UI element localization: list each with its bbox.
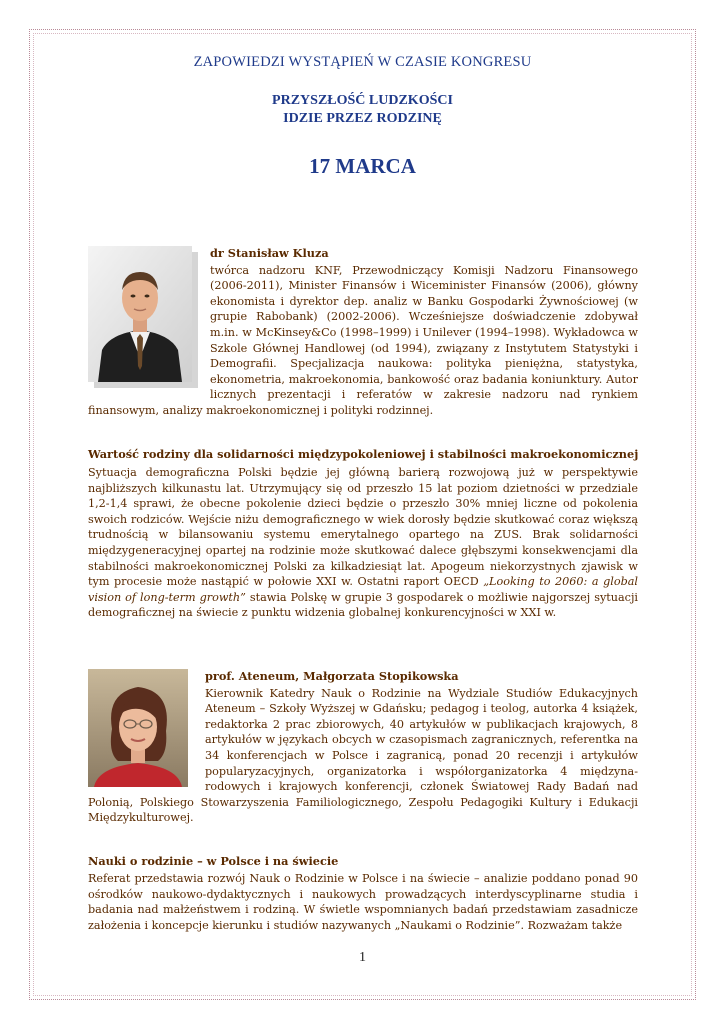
page-title: [0, 92, 725, 128]
talk-abstract-1: [88, 465, 638, 621]
title-line-2: IDZIE PRZEZ RODZINĘ: [283, 111, 442, 126]
title-line-1: PRZYSZŁOŚĆ LUDZKOŚCI: [272, 93, 453, 108]
talk-abstract-1-part-b: stawia Polskę w grupie 3 gospodarek o możliwie najgorszej sytuacji demograficznej na świecie z punktu widzenia globalnej konkurencyjności w XXI w.: [88, 590, 638, 620]
talk-abstract-2: Referat przedstawia rozwój Nauk o Rodzinie w Polsce i na świecie – analizie poddano ponad 90 ośrodków naukowo-dydaktycznych i naukowych prowadzących interdyscyplinarne studia i badania nad małżeństwem i rodziną. W świetle wspomnianych badań przedstawiam zasadnicze założenia i koncepcje kierunku i studiów nazywanych „Naukami o Rodzinie”. Rozważam także: [88, 872, 638, 932]
page-number: 1: [359, 950, 366, 965]
speaker-name-2: prof. Ateneum, Małgorzata Stopikowska: [205, 669, 459, 683]
header-kicker: ZAPOWIEDZI WYSTĄPIEŃ W CZASIE KONGRESU: [193, 54, 532, 70]
speaker-bio-text-1: twórca nadzoru KNF, Przewodniczący Komisji Nadzoru Finansowego (2006-2011), Minister Finansów i Wiceminister Finansów (2006), główny ekonomista i dyrektor dep. analiz w Banku Gospodarki Żywnościowej (w grupie Rabobank) (2002-2006). Wcześniejsze doświadczenie zdobywał m.in. w McKinsey&Co (1998–1999) i Unilever (1994–1998). Wykładowca w Szkole Głównej Handlowej (od 1994), związany z Instytutem Statystyki i Demografii. Specjalizacja naukowa: polityka pieniężna, statystyka, ekonometria, makroekonomia, bankowość oraz badania koniunktury. Autor licznych prezentacji i referatów w zakresie nadzoru nad rynkiem finansowym, analizy makroekonomicznej i polityki rodzinnej.: [88, 263, 638, 417]
man-portrait-image: [88, 246, 192, 382]
woman-portrait-image: [88, 669, 188, 787]
speaker-bio-text-2: Kierownik Katedry Nauk o Rodzinie na Wydziale Studiów Edukacyjnych Ateneum – Szkoły Wyższej w Gdańsku; pedagog i teolog, autorka 4 książek, redaktorka 2 prac zbiorowych, 40 artykułów w publikacjach krajowych, 8 artykułów w językach obcych w czasopismach zagranicznych, referentka na 34 konferencjach w Polsce i zagranicą, ponad 20 recenzji i artykułów popularyzacyjnych, organizatorka i współorganizatorka 4 międzyna-rodowych i krajowych konferencji, członek Światowej Rady Badań nad Polonią, Polskiego Stowarzyszenia Familiologicznego, Zespołu Pedagogiki Kultury i Edukacji Międzykulturowej.: [88, 686, 638, 825]
speaker-name-1: dr Stanisław Kluza: [210, 246, 329, 260]
speaker-bio-2: [88, 669, 638, 826]
talk-abstract-1-part-a: Sytuacja demograficzna Polski będzie jej główną barierą rozwojową już w perspektywie najbliższych kilkunastu lat. Utrzymujący się od przeszło 15 lat poziom dzietności w przedziale 1,2-1,4 sprawi, że obecne pokolenie dzieci będzie o przeszło 30% mniej liczne od pokolenia swoich rodziców. Wejście niżu demograficznego w wiek dorosły będzie skutkować coraz większą trudnością w bilansowaniu systemu emerytalnego opartego na ZUS. Brak solidarności międzygeneracyjnej opartej na rodzinie może skutkować dalece głębszymi konsekwencjami dla stabilności makroekonomicznej Polski za kilkadziesiąt lat. Apogeum niekorzystnych zjawisk w tym procesie może nastąpić w połowie XXI w. Ostatni raport OECD: [88, 466, 638, 589]
speaker-bio-1: [88, 246, 638, 419]
talk-title-2: Nauki o rodzinie – w Polsce i na świecie: [88, 854, 339, 868]
speaker-photo-1: [88, 246, 198, 388]
speaker-photo-2: [88, 669, 193, 789]
event-date: 17 MARCA: [309, 154, 416, 178]
report-title: „Looking to 2060: a global vision of long-term growth”: [88, 575, 639, 604]
talk-title-1: Wartość rodziny dla solidarności międzypokoleniowej i stabilności makroekonomicznej: [88, 447, 639, 461]
